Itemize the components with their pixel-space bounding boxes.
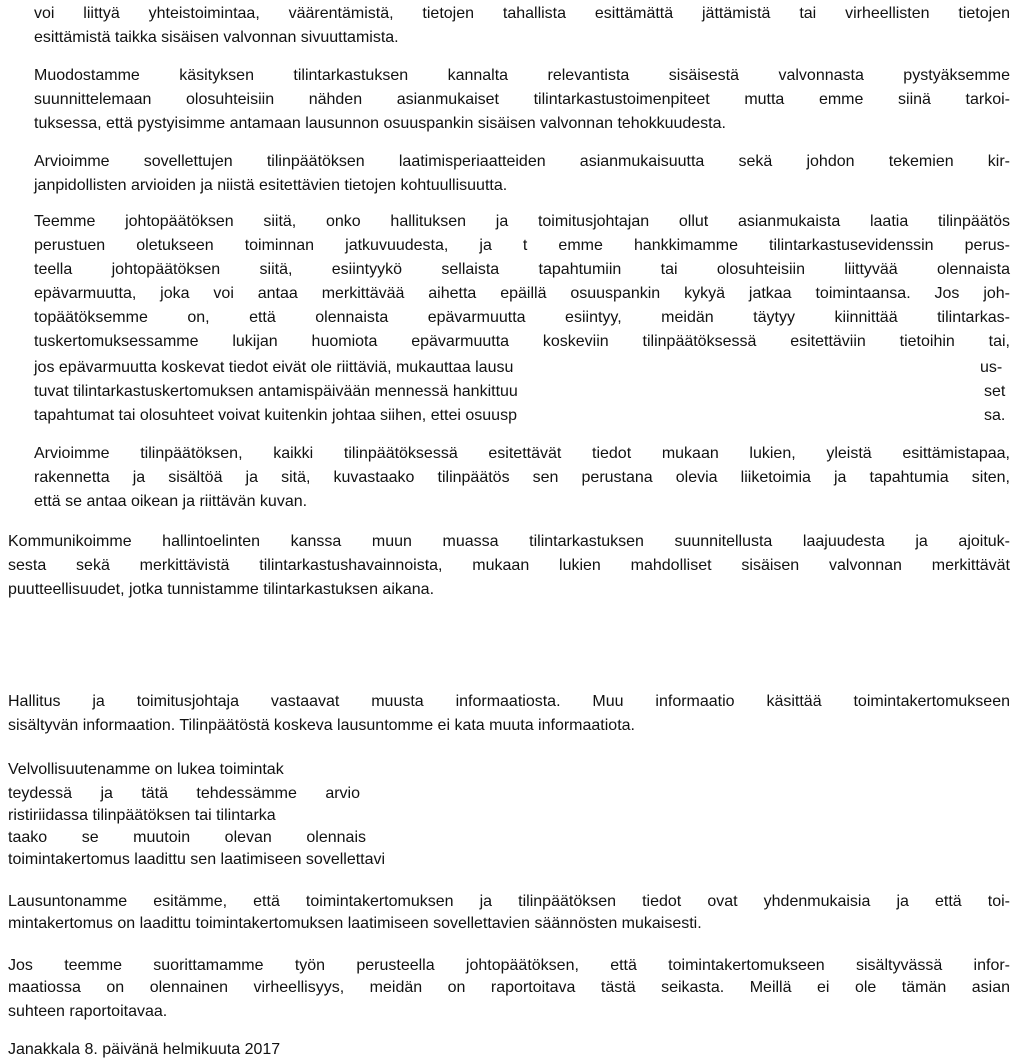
paragraph-line-fragment: sa. — [984, 407, 1006, 424]
paragraph-line: janpidollisten arvioiden ja niistä esitettävien tietojen kohtuullisuutta. — [34, 177, 508, 194]
paragraph-line: että se antaa oikean ja riittävän kuvan. — [34, 493, 308, 510]
paragraph-line: mintakertomus on laadittu toimintakertomuksen laatimiseen sovellettavien säännösten mukaisesti. — [8, 915, 702, 932]
paragraph-line: tuksessa, että pystyisimme antamaan lausunnon osuuspankin sisäisen valvonnan tehokkuudesta. — [34, 115, 726, 132]
paragraph-line: tapahtumat tai olosuhteet voivat kuitenkin johtaa siihen, ettei osuusp — [34, 407, 517, 424]
place-date: Janakkala 8. päivänä helmikuuta 2017 — [8, 1041, 281, 1058]
paragraph-line: puutteellisuudet, jotka tunnistamme tilintarkastuksen aikana. — [8, 581, 435, 598]
paragraph-line: suunnittelemaan olosuhteisiin nähden asianmukaiset tilintarkastustoimenpiteet mutta emme siinä tarkoi- — [34, 91, 1010, 108]
paragraph-line: perustuen oletukseen toiminnan jatkuvuudesta, ja t emme hankkimamme tilintarkastusevidenssin perus- — [34, 237, 1010, 254]
paragraph-line: ristiriidassa tilinpäätöksen tai tilintarka — [8, 807, 276, 824]
paragraph-line: toimintakertomus laadittu sen laatimiseen sovellettavi — [8, 851, 386, 868]
paragraph-line: epävarmuutta, joka voi antaa merkittävää aihetta epäillä osuuspankin kykyä jatkaa toimintaansa. Jos joh- — [34, 285, 1010, 302]
paragraph-line: Muodostamme käsityksen tilintarkastuksen kannalta relevantista sisäisestä valvonnasta pystyäksemme — [34, 67, 1010, 84]
paragraph-line: Lausuntonamme esitämme, että toimintakertomuksen ja tilinpäätöksen tiedot ovat yhdenmukaisia ja että toi- — [8, 893, 1010, 910]
paragraph-line-fragment: us- — [980, 359, 1003, 376]
paragraph-line: sisältyvän informaation. Tilinpäätöstä koskeva lausuntomme ei kata muuta informaatiota. — [8, 717, 635, 734]
paragraph-line: Arvioimme tilinpäätöksen, kaikki tilinpäätöksessä esitettävät tiedot mukaan lukien, yleistä esittämistapaa, — [34, 445, 1010, 462]
paragraph-line: maatiossa on olennainen virheellisyys, meidän on raportoitava tästä seikasta. Meillä ei ole tämän asian — [8, 979, 1010, 996]
paragraph-line: tuskertomuksessamme lukijan huomiota epävarmuutta koskeviin tilinpäätöksessä esitettäviin tietoihin tai, — [34, 333, 1010, 350]
paragraph-line: jos epävarmuutta koskevat tiedot eivät ole riittäviä, mukauttaa lausu — [34, 359, 514, 376]
paragraph-line: Kommunikoimme hallintoelinten kanssa muun muassa tilintarkastuksen suunnitellusta laajuudesta ja ajoituk- — [8, 533, 1010, 550]
paragraph-line: taako se muutoin olevan olennais — [8, 829, 366, 846]
paragraph-line: rakennetta ja sisältöä ja sitä, kuvastaako tilinpäätös sen perustana olevia liiketoimia ja tapahtumia siten, — [34, 469, 1010, 486]
paragraph-line: teydessä ja tätä tehdessämme arvio — [8, 785, 360, 802]
paragraph-line: topäätöksemme on, että olennaista epävarmuutta esiintyy, meidän täytyy kiinnittää tilintarkas- — [34, 309, 1010, 326]
paragraph-line: sesta sekä merkittävistä tilintarkastushavainnoista, mukaan lukien mahdolliset sisäisen valvonnan merkittävät — [8, 557, 1010, 574]
paragraph-line: Hallitus ja toimitusjohtaja vastaavat muusta informaatiosta. Muu informaatio käsittää toimintakertomukseen — [8, 693, 1010, 710]
paragraph-line-fragment: set — [984, 383, 1006, 400]
paragraph-line: voi liittyä yhteistoimintaa, väärentämistä, tietojen tahallista esittämättä jättämistä tai virheellisten tietojen — [34, 5, 1010, 22]
paragraph-line: esittämistä taikka sisäisen valvonnan sivuuttamista. — [34, 29, 399, 46]
paragraph-line: tuvat tilintarkastuskertomuksen antamispäivään mennessä hankittuu — [34, 383, 518, 400]
paragraph-line: teella johtopäätöksen siitä, esiintyykö sellaista tapahtumiin tai olosuhteisiin liittyvää olennaista — [34, 261, 1010, 278]
paragraph-line: Velvollisuutenamme on lukea toimintak — [8, 761, 284, 778]
paragraph-line: Jos teemme suorittamamme työn perusteella johtopäätöksen, että toimintakertomukseen sisältyvässä infor- — [8, 957, 1010, 974]
paragraph-line: Arvioimme sovellettujen tilinpäätöksen laatimisperiaatteiden asianmukaisuutta sekä johdon tekemien kir- — [34, 153, 1010, 170]
paragraph-line: Teemme johtopäätöksen siitä, onko hallituksen ja toimitusjohtajan ollut asianmukaista laatia tilinpäätös — [34, 213, 1010, 230]
paragraph-line: suhteen raportoitavaa. — [8, 1003, 168, 1020]
